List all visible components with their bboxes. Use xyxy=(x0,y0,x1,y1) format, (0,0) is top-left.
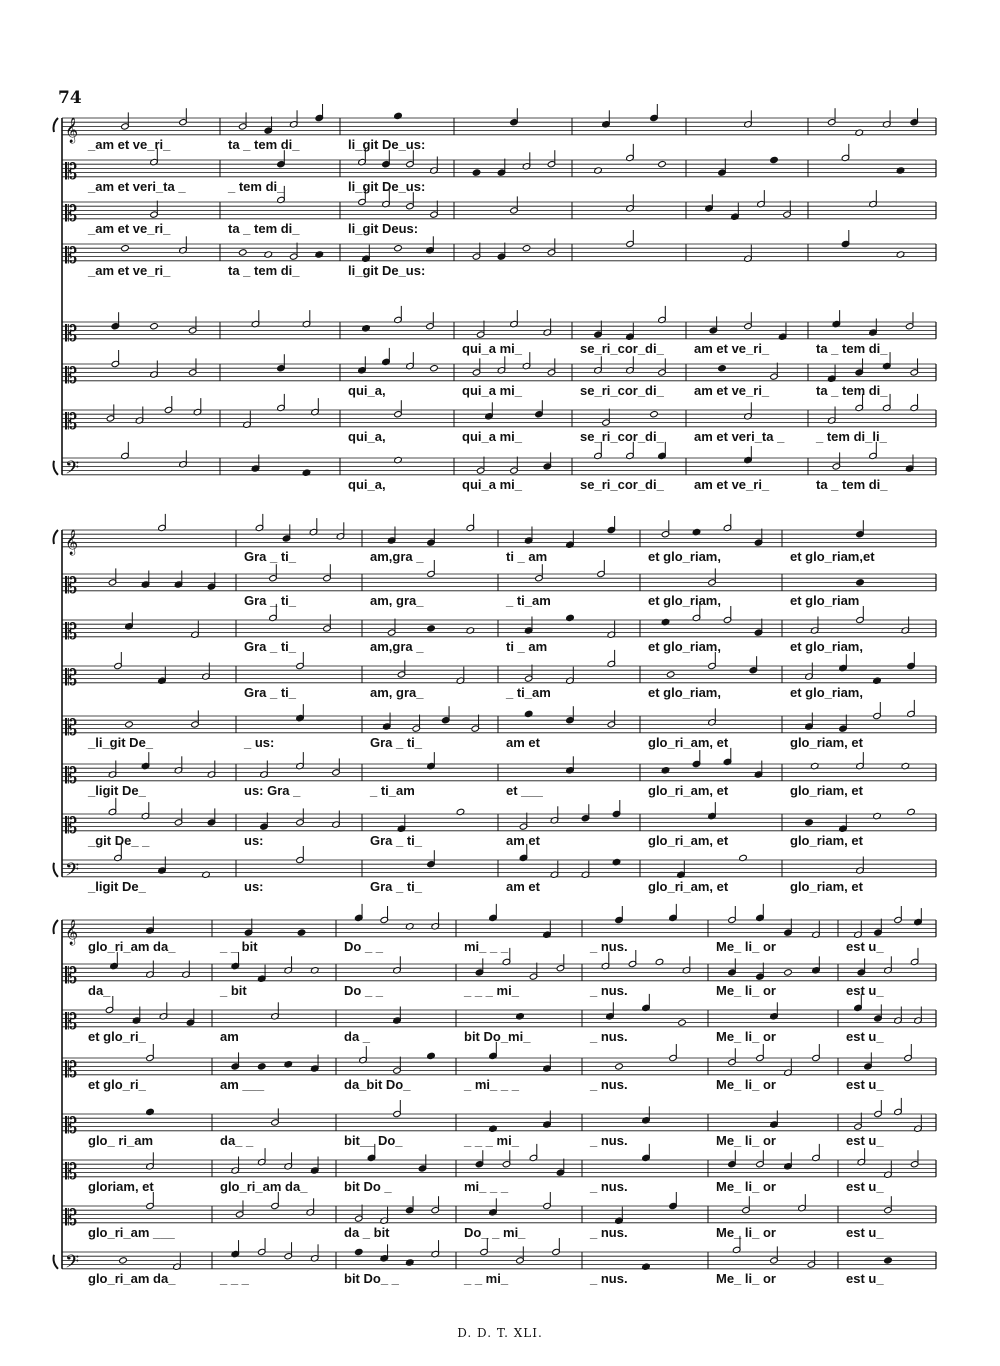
tenor-clef-icon: 𝄡 xyxy=(65,1009,78,1035)
note-head xyxy=(678,1019,687,1026)
note-head xyxy=(297,929,306,936)
lyric-syllables: _ _ _ mi_ xyxy=(464,1132,519,1148)
note-head xyxy=(810,762,819,769)
lyric-syllables: ti _ am xyxy=(506,548,548,564)
note-head xyxy=(805,819,814,826)
lyric-syllables: bit Do _ xyxy=(344,1178,392,1194)
note-head xyxy=(472,169,481,176)
lyric-syllables: Gra _ ti_ xyxy=(370,832,423,848)
lyric-syllables: ta _ tem di_ xyxy=(816,382,888,398)
lyric-syllables: Me_ li_ or xyxy=(716,1178,776,1194)
note-head xyxy=(612,858,621,865)
lyric-syllables: li_git De_us: xyxy=(348,136,426,152)
lyric-syllables: _ nus. xyxy=(590,1224,628,1240)
staff xyxy=(62,394,936,444)
lyric-syllables: _ _ mi_ xyxy=(464,1270,509,1286)
note-head xyxy=(466,627,475,634)
lyric-syllables: est u_ xyxy=(846,982,884,998)
staff xyxy=(62,994,936,1044)
lyric-syllables: _ nus. xyxy=(590,1132,628,1148)
lyric-syllables: Me_ li_ or xyxy=(716,938,776,954)
system-brace xyxy=(54,530,59,544)
lyric-syllables: Gra _ ti_ xyxy=(244,684,297,700)
lyric-syllables: Do _ _ xyxy=(344,938,384,954)
note-head xyxy=(655,958,664,965)
note-head xyxy=(427,1052,436,1059)
lyric-syllables: am et xyxy=(506,832,540,848)
lyric-syllables: et glo_riam, xyxy=(648,548,721,564)
tenor-clef-icon: 𝄡 xyxy=(65,1057,78,1083)
lyric-syllables: _ tem di_li_ xyxy=(816,428,887,444)
lyric-syllables: _am et veri_ta _ xyxy=(88,178,186,194)
note-head xyxy=(405,1259,414,1266)
lyric-syllables: da_ _ xyxy=(220,1132,254,1148)
lyric-syllables: et glo_ri_ xyxy=(88,1028,146,1044)
lyric-syllables: et glo_riam xyxy=(790,592,860,608)
lyric-syllables: am et veri_ta _ xyxy=(694,428,785,444)
note-head xyxy=(456,808,465,815)
lyric-syllables: Gra _ ti_ xyxy=(244,638,297,654)
lyric-syllables: _ligit De_ xyxy=(88,782,146,798)
note-head xyxy=(718,365,727,372)
lyric-syllables: est u_ xyxy=(846,1178,884,1194)
lyric-syllables: qui_a, xyxy=(348,428,386,444)
note-head xyxy=(739,854,748,861)
lyric-syllables: Gra _ ti_ xyxy=(244,548,297,564)
lyric-syllables: _am et ve_ri_ xyxy=(88,220,171,236)
lyric-syllables: _ us: xyxy=(244,734,275,750)
lyric-syllables: glo_ri_am, et xyxy=(648,878,729,894)
note-head xyxy=(692,528,701,535)
note-head xyxy=(907,808,916,815)
lyric-syllables: glo_riam, et xyxy=(790,734,863,750)
lyric-syllables: _ ti_am xyxy=(506,592,551,608)
lyric-syllables: _ _ _ xyxy=(220,1270,249,1286)
score-system xyxy=(54,104,937,492)
note-head xyxy=(394,245,403,252)
publication-footer: D. D. T. XLI. xyxy=(457,1326,543,1340)
bass-clef-icon: 𝄢 xyxy=(65,859,80,885)
lyric-syllables: am et xyxy=(506,878,540,894)
alto-clef-icon: 𝄡 xyxy=(65,573,78,599)
lyric-syllables: da_bit Do_ xyxy=(344,1076,411,1092)
note-head xyxy=(284,1061,293,1068)
lyric-syllables: Gra _ ti_ xyxy=(370,734,423,750)
tenor-clef-icon: 𝄡 xyxy=(65,243,78,269)
note-head xyxy=(896,251,905,258)
alto-clef-icon: 𝄡 xyxy=(65,1113,78,1139)
lyric-syllables: glo_riam, et xyxy=(790,832,863,848)
staff xyxy=(62,186,936,236)
tenor-clef-icon: 𝄡 xyxy=(65,813,78,839)
note-head xyxy=(394,456,403,463)
treble-clef-icon: 𝄞 xyxy=(65,919,79,945)
lyric-syllables: glo_ri_am, et xyxy=(648,782,729,798)
lyric-syllables: _ mi_ _ _ xyxy=(464,1076,519,1092)
staff xyxy=(62,1098,936,1148)
lyric-syllables: et glo_riam, xyxy=(648,638,721,654)
lyric-syllables: se_ri_cor_di_ xyxy=(580,476,664,492)
lyric-syllables: us: xyxy=(244,878,264,894)
lyric-syllables: mi_ _ _ xyxy=(464,938,509,954)
system-brace xyxy=(54,863,59,877)
lyric-syllables: _ nus. xyxy=(590,1270,628,1286)
note-head xyxy=(264,251,273,258)
staff xyxy=(62,1042,936,1092)
note-head xyxy=(896,167,905,174)
note-head xyxy=(489,1125,498,1132)
lyric-syllables: _ nus. xyxy=(590,982,628,998)
staff xyxy=(62,442,936,492)
note-head xyxy=(427,625,436,632)
lyric-syllables: _git De_ _ xyxy=(88,832,150,848)
note-head xyxy=(873,812,882,819)
staff xyxy=(62,1192,936,1240)
note-head xyxy=(524,710,533,717)
lyric-syllables: est u_ xyxy=(846,1076,884,1092)
staff xyxy=(62,798,936,848)
note-head xyxy=(884,1257,893,1264)
lyric-syllables: Me_ li_ or xyxy=(716,982,776,998)
lyric-syllables: Do _ _ xyxy=(344,982,384,998)
lyric-syllables: li_git De_us: xyxy=(348,262,426,278)
lyric-syllables: _ nus. xyxy=(590,938,628,954)
lyric-syllables: Gra _ ti_ xyxy=(244,592,297,608)
lyric-syllables: ta _ tem di_ xyxy=(228,220,300,236)
lyric-syllables: et ___ xyxy=(506,782,543,798)
lyric-syllables: qui_a mi_ xyxy=(462,340,522,356)
lyric-syllables: am,gra _ xyxy=(370,638,424,654)
staff xyxy=(62,1144,936,1194)
lyric-syllables: _ ti_am xyxy=(370,782,415,798)
note-head xyxy=(566,614,575,621)
alto-clef-icon: 𝄡 xyxy=(65,1159,78,1185)
staff xyxy=(62,104,936,152)
lyric-syllables: _ nus. xyxy=(590,1178,628,1194)
lyric-syllables: et glo_riam, xyxy=(790,638,863,654)
lyric-syllables: et glo_riam, xyxy=(790,684,863,700)
lyric-syllables: ta _ tem di_ xyxy=(816,340,888,356)
note-head xyxy=(302,469,311,476)
note-head xyxy=(310,967,319,974)
lyric-syllables: et glo_riam, xyxy=(648,592,721,608)
lyric-syllables: glo_riam, et xyxy=(790,878,863,894)
note-head xyxy=(430,365,439,372)
page-number: 74 xyxy=(58,88,82,108)
system-brace xyxy=(54,118,59,132)
lyric-syllables: _am et ve_ri_ xyxy=(88,136,171,152)
note-head xyxy=(615,1063,624,1070)
treble-clef-icon: 𝄞 xyxy=(65,529,79,555)
staff xyxy=(62,904,936,954)
lyric-syllables: glo_ ri_am xyxy=(88,1132,154,1148)
lyric-syllables: _ ti_am xyxy=(506,684,551,700)
lyric-syllables: li_git Deus: xyxy=(348,220,419,236)
lyric-syllables: Me_ li_ or xyxy=(716,1132,776,1148)
lyric-syllables: est u_ xyxy=(846,1224,884,1240)
tenor-clef-icon: 𝄡 xyxy=(65,409,78,435)
note-head xyxy=(594,167,603,174)
lyric-syllables: am,gra _ xyxy=(370,548,424,564)
lyric-syllables: Do_ _ mi_ xyxy=(464,1224,526,1240)
lyric-syllables: am, gra_ xyxy=(370,684,424,700)
lyric-syllables: am et xyxy=(506,734,540,750)
lyric-syllables: ti _ am xyxy=(506,638,548,654)
lyric-syllables: qui_a, xyxy=(348,476,386,492)
alto-clef-icon: 𝄡 xyxy=(65,963,78,989)
lyric-syllables: et glo_ri_ xyxy=(88,1076,146,1092)
note-head xyxy=(354,1248,363,1255)
lyric-syllables: us: Gra _ xyxy=(244,782,301,798)
lyric-syllables: am et ve_ri_ xyxy=(694,476,770,492)
lyric-syllables: est u_ xyxy=(846,1132,884,1148)
staff xyxy=(62,700,936,750)
system-brace xyxy=(54,920,59,934)
lyric-syllables: us: xyxy=(244,832,264,848)
lyric-syllables: glo_ri_am da_ xyxy=(88,1270,176,1286)
lyric-syllables: _ligit De_ xyxy=(88,878,146,894)
lyric-syllables: _ _ _ mi_ xyxy=(464,982,519,998)
lyric-syllables: _ tem di_ xyxy=(228,178,285,194)
treble-clef-icon: 𝄞 xyxy=(65,117,79,143)
lyric-syllables: se_ri_cor_di_ xyxy=(580,428,664,444)
alto-clef-icon: 𝄡 xyxy=(65,363,78,389)
lyric-syllables: _ _ bit xyxy=(220,938,258,954)
staff xyxy=(62,560,936,608)
lyric-syllables: _am et ve_ri_ xyxy=(88,262,171,278)
lyric-syllables: bit Do_ _ xyxy=(344,1270,399,1286)
note-head xyxy=(873,677,882,684)
lyric-syllables: am xyxy=(220,1028,239,1044)
lyric-syllables: bit__ Do_ xyxy=(344,1132,403,1148)
tenor-clef-icon: 𝄡 xyxy=(65,619,78,645)
bass-clef-icon: 𝄢 xyxy=(65,1251,80,1277)
lyric-syllables: da _ bit xyxy=(344,1224,390,1240)
staff xyxy=(62,948,936,998)
lyric-syllables: glo_ri_am, et xyxy=(648,832,729,848)
lyric-syllables: ta _ tem di_ xyxy=(228,136,300,152)
staff xyxy=(62,1236,936,1286)
lyric-syllables: glo_riam, et xyxy=(790,782,863,798)
note-head xyxy=(125,721,134,728)
note-head xyxy=(315,251,324,258)
lyric-syllables: qui_a mi_ xyxy=(462,382,522,398)
alto-clef-icon: 𝄡 xyxy=(65,159,78,185)
lyric-syllables: da _ xyxy=(344,1028,371,1044)
note-head xyxy=(522,245,531,252)
lyric-syllables: am et ve_ri_ xyxy=(694,340,770,356)
note-head xyxy=(150,323,159,330)
staff xyxy=(62,604,936,654)
note-head xyxy=(238,249,247,256)
alto-clef-icon: 𝄡 xyxy=(65,321,78,347)
lyric-syllables: ta _ tem di_ xyxy=(816,476,888,492)
lyric-syllables: bit Do_mi_ xyxy=(464,1028,531,1044)
staff xyxy=(62,306,936,356)
note-head xyxy=(661,618,670,625)
note-head xyxy=(516,1013,525,1020)
note-head xyxy=(121,245,130,252)
note-head xyxy=(658,161,667,168)
tenor-clef-icon: 𝄡 xyxy=(65,201,78,227)
system-brace xyxy=(54,1255,59,1269)
note-head xyxy=(394,112,403,119)
staff xyxy=(62,144,936,194)
lyric-syllables: ta _ tem di_ xyxy=(228,262,300,278)
lyric-syllables: qui_a mi_ xyxy=(462,476,522,492)
lyric-syllables: Me_ li_ or xyxy=(716,1270,776,1286)
score-system xyxy=(54,904,937,1286)
note-head xyxy=(856,579,865,586)
lyric-syllables: se_ri_cor_di_ xyxy=(580,382,664,398)
lyric-syllables: gloriam, et xyxy=(88,1178,154,1194)
alto-clef-icon: 𝄡 xyxy=(65,763,78,789)
lyric-syllables: est u_ xyxy=(846,938,884,954)
lyric-syllables: qui_a, xyxy=(348,382,386,398)
note-head xyxy=(202,871,211,878)
note-head xyxy=(119,1257,128,1264)
note-head xyxy=(855,129,864,136)
note-head xyxy=(784,969,793,976)
note-head xyxy=(661,767,670,774)
alto-clef-icon: 𝄡 xyxy=(65,715,78,741)
lyric-syllables: et glo_riam, xyxy=(648,684,721,700)
note-head xyxy=(666,671,675,678)
note-head xyxy=(642,1263,651,1270)
lyric-syllables: se_ri_cor_di_ xyxy=(580,340,664,356)
staff xyxy=(62,514,936,564)
staff xyxy=(62,748,936,798)
lyric-syllables: am ___ xyxy=(220,1076,265,1092)
lyric-syllables: am, gra_ xyxy=(370,592,424,608)
note-head xyxy=(405,923,414,930)
lyric-syllables: da_ xyxy=(88,982,111,998)
lyric-syllables: glo_ri_am da_ xyxy=(220,1178,308,1194)
lyric-syllables: _ nus. xyxy=(590,1076,628,1092)
lyric-syllables: Me_ li_ or xyxy=(716,1028,776,1044)
note-head xyxy=(770,156,779,163)
note-head xyxy=(146,1108,155,1115)
lyric-syllables: et glo_riam,et xyxy=(790,548,875,564)
note-head xyxy=(362,325,371,332)
note-head xyxy=(901,762,910,769)
lyric-syllables: qui_a mi_ xyxy=(462,428,522,444)
lyric-syllables: Me_ li_ or xyxy=(716,1224,776,1240)
tenor-clef-icon: 𝄡 xyxy=(65,1205,78,1231)
lyric-syllables: _ nus. xyxy=(590,1028,628,1044)
note-head xyxy=(650,411,659,418)
lyric-syllables: Gra _ ti_ xyxy=(370,878,423,894)
lyric-syllables: _ bit xyxy=(220,982,247,998)
lyric-syllables: est u_ xyxy=(846,1270,884,1286)
staff xyxy=(62,650,936,700)
lyric-syllables: am et ve_ri_ xyxy=(694,382,770,398)
lyric-syllables: glo_ri_am, et xyxy=(648,734,729,750)
tenor-clef-icon: 𝄡 xyxy=(65,665,78,691)
lyric-syllables: glo_ri_am ___ xyxy=(88,1224,175,1240)
lyric-syllables: _li_git De_ xyxy=(88,734,154,750)
bass-clef-icon: 𝄢 xyxy=(65,457,80,483)
lyric-syllables: mi_ _ _ xyxy=(464,1178,509,1194)
lyric-syllables: glo_ri_am da_ xyxy=(88,938,176,954)
note-head xyxy=(257,1063,266,1070)
lyric-syllables: li_git De_us: xyxy=(348,178,426,194)
staff xyxy=(62,230,936,278)
system-brace xyxy=(54,461,59,475)
lyric-syllables: est u_ xyxy=(846,1028,884,1044)
staff xyxy=(62,844,936,894)
lyric-syllables: Me_ li_ or xyxy=(716,1076,776,1092)
score-system xyxy=(54,514,937,894)
